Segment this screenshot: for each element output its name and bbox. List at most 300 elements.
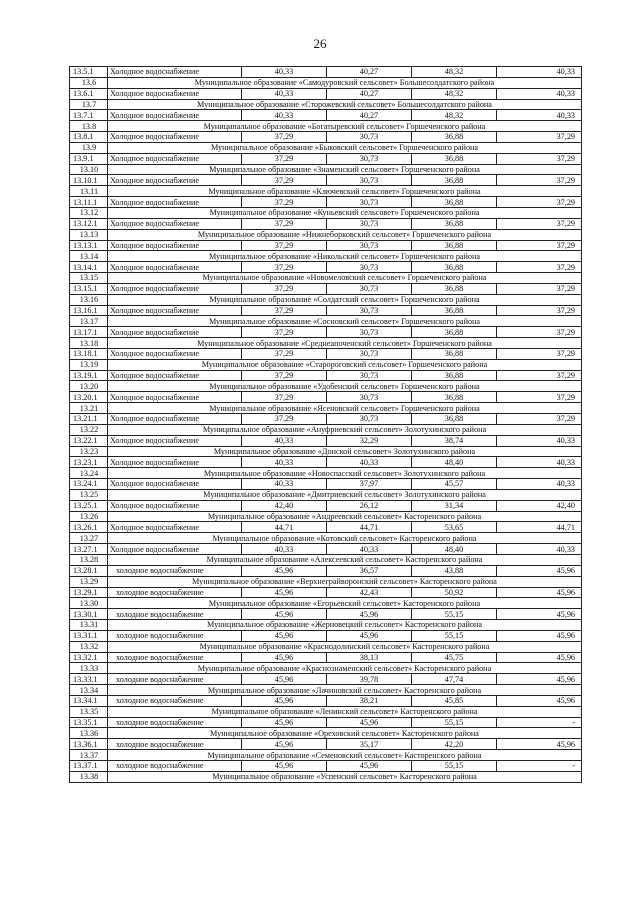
row-code: 13.30.1 — [70, 609, 108, 620]
tariff-table — [69, 66, 582, 783]
service-row — [70, 348, 582, 359]
tariff-value-2: 30,73 — [327, 197, 412, 208]
municipality-header-row — [70, 381, 582, 392]
service-name: Холодное водоснабжение — [108, 88, 242, 99]
tariff-value-1: 40,33 — [242, 544, 327, 555]
row-code: 13.18.1 — [70, 348, 108, 359]
tariff-value-2: 30,73 — [327, 327, 412, 338]
row-code: 13.8.1 — [70, 132, 108, 143]
tariff-value-1: 37,29 — [242, 262, 327, 273]
row-code: 13.30 — [70, 598, 108, 609]
tariff-value-1: 37,29 — [242, 283, 327, 294]
municipality-title: Муниципальное образование «Дмитриевский сельсовет» Золотухинского района — [108, 489, 582, 500]
tariff-value-4: 42,40 — [497, 500, 582, 511]
municipality-title: Муниципальное образование «Среднеапоченский сельсовет» Горшеченского района — [108, 338, 582, 349]
tariff-value-4: 40,33 — [497, 435, 582, 446]
tariff-value-2: 35,17 — [327, 739, 412, 750]
row-code: 13.20 — [70, 381, 108, 392]
municipality-title: Муниципальное образование «Удобенский сельсовет» Горшеченского района — [108, 381, 582, 392]
tariff-value-1: 45,96 — [242, 761, 327, 772]
row-code: 13.11.1 — [70, 197, 108, 208]
municipality-title: Муниципальное образование «Ореховский сельсовет» Касторенского района — [108, 728, 582, 739]
municipality-title: Муниципальное образование «Сосновский сельсовет» Горшеченского района — [108, 316, 582, 327]
tariff-value-3: 36,88 — [412, 370, 497, 381]
service-name: Холодное водоснабжение — [108, 197, 242, 208]
tariff-value-3: 36,88 — [412, 240, 497, 251]
tariff-value-1: 37,29 — [242, 348, 327, 359]
row-code: 13.12 — [70, 207, 108, 218]
service-row — [70, 392, 582, 403]
tariff-value-1: 45,96 — [242, 739, 327, 750]
tariff-value-2: 42,43 — [327, 587, 412, 598]
tariff-value-1: 45,96 — [242, 717, 327, 728]
tariff-value-1: 40,33 — [242, 457, 327, 468]
row-code: 13.24.1 — [70, 479, 108, 490]
tariff-value-1: 45,96 — [242, 674, 327, 685]
service-name: Холодное водоснабжение — [108, 544, 242, 555]
service-row — [70, 305, 582, 316]
municipality-title: Муниципальное образование «Самодуровский сельсовет» Большесолдатского района — [108, 77, 582, 88]
service-name: Холодное водоснабжение — [108, 327, 242, 338]
row-code: 13.9.1 — [70, 153, 108, 164]
tariff-value-1: 37,29 — [242, 327, 327, 338]
municipality-title: Муниципальное образование «Быковский сельсовет» Горшеченского района — [108, 142, 582, 153]
row-code: 13.23.1 — [70, 457, 108, 468]
row-code: 13.34.1 — [70, 695, 108, 706]
tariff-value-1: 37,29 — [242, 153, 327, 164]
tariff-value-1: 37,29 — [242, 197, 327, 208]
tariff-value-2: 30,73 — [327, 392, 412, 403]
row-code: 13.27.1 — [70, 544, 108, 555]
row-code: 13.13 — [70, 229, 108, 240]
municipality-header-row — [70, 489, 582, 500]
row-code: 13.11 — [70, 186, 108, 197]
row-code: 13.33.1 — [70, 674, 108, 685]
municipality-header-row — [70, 142, 582, 153]
tariff-value-4: - — [497, 761, 582, 772]
row-code: 13.29 — [70, 576, 108, 587]
row-code: 13.23 — [70, 446, 108, 457]
row-code: 13.26.1 — [70, 522, 108, 533]
row-code: 13.28 — [70, 554, 108, 565]
tariff-value-4: 40,33 — [497, 88, 582, 99]
tariff-value-4: 37,29 — [497, 132, 582, 143]
row-code: 13.8 — [70, 121, 108, 132]
tariff-value-1: 37,29 — [242, 132, 327, 143]
tariff-value-4: 37,29 — [497, 197, 582, 208]
row-code: 13.7 — [70, 99, 108, 110]
tariff-value-2: 30,73 — [327, 240, 412, 251]
municipality-title: Муниципальное образование «Ключевский сельсовет» Горшеченского района — [108, 186, 582, 197]
tariff-value-1: 45,96 — [242, 695, 327, 706]
tariff-value-4: 45,96 — [497, 739, 582, 750]
municipality-header-row — [70, 294, 582, 305]
municipality-title: Муниципальное образование «Успенский сельсовет» Касторенского района — [108, 771, 582, 782]
tariff-value-2: 30,73 — [327, 218, 412, 229]
municipality-header-row — [70, 446, 582, 457]
tariff-value-1: 37,29 — [242, 175, 327, 186]
service-row — [70, 717, 582, 728]
service-row — [70, 652, 582, 663]
tariff-value-1: 40,33 — [242, 110, 327, 121]
tariff-value-2: 40,27 — [327, 67, 412, 78]
tariff-value-3: 31,34 — [412, 500, 497, 511]
tariff-value-3: 36,88 — [412, 197, 497, 208]
tariff-value-2: 39,78 — [327, 674, 412, 685]
tariff-value-3: 36,88 — [412, 348, 497, 359]
row-code: 13.22 — [70, 424, 108, 435]
municipality-title: Муниципальное образование «Новомеловский сельсовет» Горшеченского района — [108, 273, 582, 284]
service-row — [70, 240, 582, 251]
service-name: Холодное водоснабжение — [108, 132, 242, 143]
tariff-value-2: 30,73 — [327, 414, 412, 425]
service-row — [70, 435, 582, 446]
service-row — [70, 197, 582, 208]
service-name: холодное водоснабжение — [108, 761, 242, 772]
municipality-header-row — [70, 533, 582, 544]
tariff-value-3: 42,20 — [412, 739, 497, 750]
tariff-value-1: 45,96 — [242, 630, 327, 641]
tariff-value-2: 45,96 — [327, 717, 412, 728]
row-code: 13.17 — [70, 316, 108, 327]
service-name: Холодное водоснабжение — [108, 414, 242, 425]
row-code: 13.15.1 — [70, 283, 108, 294]
tariff-value-3: 48,40 — [412, 457, 497, 468]
municipality-title: Муниципальное образование «Котовский сельсовет» Касторенского района — [108, 533, 582, 544]
row-code: 13.13.1 — [70, 240, 108, 251]
service-row — [70, 110, 582, 121]
tariff-value-1: 37,29 — [242, 305, 327, 316]
tariff-value-3: 36,88 — [412, 153, 497, 164]
municipality-title: Муниципальное образование «Семеновский сельсовет» Касторенского района — [108, 750, 582, 761]
municipality-header-row — [70, 424, 582, 435]
tariff-value-3: 55,15 — [412, 630, 497, 641]
tariff-value-1: 44,71 — [242, 522, 327, 533]
service-row — [70, 522, 582, 533]
service-name: Холодное водоснабжение — [108, 175, 242, 186]
municipality-title: Муниципальное образование «Старороговский сельсовет» Горшеченского района — [108, 359, 582, 370]
service-name: холодное водоснабжение — [108, 609, 242, 620]
municipality-header-row — [70, 359, 582, 370]
municipality-title: Муниципальное образование «Андреевский сельсовет» Касторенского района — [108, 511, 582, 522]
municipality-title: Муниципальное образование «Знаменский сельсовет» Горшеченского района — [108, 164, 582, 175]
tariff-value-4: 37,29 — [497, 392, 582, 403]
tariff-value-4: 37,29 — [497, 240, 582, 251]
tariff-value-3: 48,32 — [412, 88, 497, 99]
municipality-title: Муниципальное образование «Егорьевский сельсовет» Касторенского района — [108, 598, 582, 609]
municipality-header-row — [70, 468, 582, 479]
service-name: холодное водоснабжение — [108, 695, 242, 706]
row-code: 13.16.1 — [70, 305, 108, 316]
tariff-value-1: 40,33 — [242, 479, 327, 490]
tariff-value-2: 30,73 — [327, 262, 412, 273]
page-number: 26 — [313, 36, 327, 51]
municipality-title: Муниципальное образование «Лачиновский сельсовет» Касторенского района — [108, 685, 582, 696]
tariff-value-4: 45,96 — [497, 609, 582, 620]
tariff-value-1: 45,96 — [242, 652, 327, 663]
row-code: 13.17.1 — [70, 327, 108, 338]
tariff-value-1: 37,29 — [242, 392, 327, 403]
row-code: 13.7.1 — [70, 110, 108, 121]
tariff-value-4: 40,33 — [497, 479, 582, 490]
tariff-value-3: 45,57 — [412, 479, 497, 490]
row-code: 13.21 — [70, 403, 108, 414]
row-code: 13.10.1 — [70, 175, 108, 186]
service-name: Холодное водоснабжение — [108, 305, 242, 316]
row-code: 13.27 — [70, 533, 108, 544]
service-row — [70, 674, 582, 685]
service-row — [70, 153, 582, 164]
tariff-value-4: 44,71 — [497, 522, 582, 533]
service-name: холодное водоснабжение — [108, 630, 242, 641]
row-code: 13.29.1 — [70, 587, 108, 598]
tariff-value-3: 45,85 — [412, 695, 497, 706]
tariff-value-2: 40,33 — [327, 457, 412, 468]
row-code: 13.37 — [70, 750, 108, 761]
tariff-value-4: - — [497, 717, 582, 728]
tariff-value-2: 38,13 — [327, 652, 412, 663]
municipality-title: Муниципальное образование «Краснодолинский сельсовет» Касторенского района — [108, 641, 582, 652]
service-row — [70, 218, 582, 229]
municipality-title: Муниципальное образование «Ленинский сельсовет» Касторенского района — [108, 706, 582, 717]
municipality-header-row — [70, 207, 582, 218]
tariff-value-2: 44,71 — [327, 522, 412, 533]
municipality-title: Муниципальное образование «Донской сельсовет» Золотухинского района — [108, 446, 582, 457]
tariff-value-3: 45,75 — [412, 652, 497, 663]
municipality-header-row — [70, 511, 582, 522]
row-code: 13.32.1 — [70, 652, 108, 663]
tariff-value-2: 40,33 — [327, 544, 412, 555]
tariff-value-3: 36,88 — [412, 414, 497, 425]
tariff-value-3: 50,92 — [412, 587, 497, 598]
service-name: Холодное водоснабжение — [108, 153, 242, 164]
municipality-header-row — [70, 620, 582, 631]
municipality-header-row — [70, 685, 582, 696]
row-code: 13.24 — [70, 468, 108, 479]
tariff-value-1: 40,33 — [242, 435, 327, 446]
tariff-value-4: 40,33 — [497, 544, 582, 555]
service-name: Холодное водоснабжение — [108, 479, 242, 490]
service-row — [70, 67, 582, 78]
municipality-title: Муниципальное образование «Верхнеграйворонский сельсовет» Касторенского района — [108, 576, 582, 587]
tariff-value-4: 45,96 — [497, 652, 582, 663]
service-name: холодное водоснабжение — [108, 674, 242, 685]
municipality-header-row — [70, 641, 582, 652]
tariff-value-2: 30,73 — [327, 153, 412, 164]
municipality-header-row — [70, 750, 582, 761]
service-name: Холодное водоснабжение — [108, 435, 242, 446]
service-name: Холодное водоснабжение — [108, 392, 242, 403]
service-row — [70, 609, 582, 620]
service-row — [70, 479, 582, 490]
municipality-header-row — [70, 77, 582, 88]
row-code: 13.18 — [70, 338, 108, 349]
municipality-header-row — [70, 728, 582, 739]
tariff-value-4: 37,29 — [497, 348, 582, 359]
tariff-value-3: 48,32 — [412, 110, 497, 121]
row-code: 13.25.1 — [70, 500, 108, 511]
tariff-value-3: 53,65 — [412, 522, 497, 533]
municipality-header-row — [70, 706, 582, 717]
tariff-value-4: 37,29 — [497, 327, 582, 338]
tariff-value-3: 36,88 — [412, 327, 497, 338]
tariff-value-3: 36,88 — [412, 175, 497, 186]
row-code: 13.6.1 — [70, 88, 108, 99]
row-code: 13.36 — [70, 728, 108, 739]
municipality-header-row — [70, 164, 582, 175]
row-code: 13.33 — [70, 663, 108, 674]
municipality-header-row — [70, 663, 582, 674]
municipality-header-row — [70, 771, 582, 782]
service-name: Холодное водоснабжение — [108, 67, 242, 78]
tariff-value-4: 40,33 — [497, 457, 582, 468]
tariff-value-2: 26,12 — [327, 500, 412, 511]
tariff-value-2: 37,97 — [327, 479, 412, 490]
service-row — [70, 132, 582, 143]
tariff-value-2: 45,96 — [327, 609, 412, 620]
municipality-header-row — [70, 338, 582, 349]
municipality-title: Муниципальное образование «Жерновецкий сельсовет» Касторенского района — [108, 620, 582, 631]
tariff-value-1: 40,33 — [242, 67, 327, 78]
row-code: 13.14 — [70, 251, 108, 262]
tariff-value-3: 55,15 — [412, 761, 497, 772]
tariff-value-2: 30,73 — [327, 305, 412, 316]
tariff-value-2: 40,27 — [327, 88, 412, 99]
row-code: 13.5.1 — [70, 67, 108, 78]
service-row — [70, 457, 582, 468]
municipality-title: Муниципальное образование «Богатыревский сельсовет» Горшеченского района — [108, 121, 582, 132]
row-code: 13.16 — [70, 294, 108, 305]
tariff-value-2: 45,96 — [327, 761, 412, 772]
tariff-value-2: 36,57 — [327, 565, 412, 576]
municipality-header-row — [70, 229, 582, 240]
row-code: 13.35.1 — [70, 717, 108, 728]
tariff-value-1: 42,40 — [242, 500, 327, 511]
municipality-title: Муниципальное образование «Нижнеборковский сельсовет» Горшеченского района — [108, 229, 582, 240]
tariff-value-1: 37,29 — [242, 218, 327, 229]
municipality-title: Муниципальное образование «Сторожевский сельсовет» Большесолдатского района — [108, 99, 582, 110]
municipality-title: Муниципальное образование «Новоспасский сельсовет» Золотухинского района — [108, 468, 582, 479]
municipality-header-row — [70, 121, 582, 132]
municipality-title: Муниципальное образование «Никольский сельсовет» Горшеченского района — [108, 251, 582, 262]
tariff-value-4: 37,29 — [497, 153, 582, 164]
row-code: 13.22.1 — [70, 435, 108, 446]
service-name: Холодное водоснабжение — [108, 110, 242, 121]
tariff-value-4: 45,96 — [497, 630, 582, 641]
tariff-value-3: 38,74 — [412, 435, 497, 446]
tariff-value-4: 45,96 — [497, 565, 582, 576]
tariff-value-4: 45,96 — [497, 587, 582, 598]
service-row — [70, 283, 582, 294]
service-name: холодное водоснабжение — [108, 565, 242, 576]
tariff-value-3: 55,15 — [412, 717, 497, 728]
tariff-value-4: 37,29 — [497, 283, 582, 294]
service-name: Холодное водоснабжение — [108, 240, 242, 251]
row-code: 13.10 — [70, 164, 108, 175]
tariff-value-1: 45,96 — [242, 609, 327, 620]
tariff-value-3: 36,88 — [412, 283, 497, 294]
service-row — [70, 544, 582, 555]
row-code: 13.35 — [70, 706, 108, 717]
tariff-value-1: 40,33 — [242, 88, 327, 99]
row-code: 13.19 — [70, 359, 108, 370]
tariff-value-2: 38,21 — [327, 695, 412, 706]
service-row — [70, 327, 582, 338]
service-name: холодное водоснабжение — [108, 652, 242, 663]
municipality-header-row — [70, 403, 582, 414]
tariff-value-4: 37,29 — [497, 262, 582, 273]
municipality-header-row — [70, 598, 582, 609]
tariff-value-3: 48,40 — [412, 544, 497, 555]
row-code: 13.26 — [70, 511, 108, 522]
municipality-header-row — [70, 273, 582, 284]
municipality-title: Муниципальное образование «Солдатский сельсовет» Горшеченского района — [108, 294, 582, 305]
service-row — [70, 500, 582, 511]
municipality-header-row — [70, 316, 582, 327]
service-name: холодное водоснабжение — [108, 739, 242, 750]
tariff-value-3: 36,88 — [412, 262, 497, 273]
service-row — [70, 761, 582, 772]
row-code: 13.15 — [70, 273, 108, 284]
tariff-value-3: 43,88 — [412, 565, 497, 576]
row-code: 13.34 — [70, 685, 108, 696]
municipality-header-row — [70, 99, 582, 110]
tariff-value-1: 37,29 — [242, 240, 327, 251]
row-code: 13.14.1 — [70, 262, 108, 273]
row-code: 13.28.1 — [70, 565, 108, 576]
tariff-value-3: 36,88 — [412, 305, 497, 316]
tariff-value-2: 30,73 — [327, 283, 412, 294]
tariff-value-3: 47,74 — [412, 674, 497, 685]
row-code: 13.9 — [70, 142, 108, 153]
row-code: 13.19.1 — [70, 370, 108, 381]
tariff-value-2: 32,29 — [327, 435, 412, 446]
row-code: 13.25 — [70, 489, 108, 500]
service-name: Холодное водоснабжение — [108, 457, 242, 468]
tariff-value-4: 37,29 — [497, 175, 582, 186]
municipality-title: Муниципальное образование «Ясеновский сельсовет» Горшеченского района — [108, 403, 582, 414]
tariff-value-4: 45,96 — [497, 674, 582, 685]
municipality-header-row — [70, 576, 582, 587]
tariff-value-3: 55,15 — [412, 609, 497, 620]
service-name: Холодное водоснабжение — [108, 262, 242, 273]
row-code: 13.31.1 — [70, 630, 108, 641]
row-code: 13.6 — [70, 77, 108, 88]
service-name: Холодное водоснабжение — [108, 522, 242, 533]
row-code: 13.21.1 — [70, 414, 108, 425]
municipality-header-row — [70, 251, 582, 262]
municipality-title: Муниципальное образование «Куньевский сельсовет» Горшеченского района — [108, 207, 582, 218]
municipality-header-row — [70, 554, 582, 565]
tariff-value-4: 37,29 — [497, 414, 582, 425]
service-name: Холодное водоснабжение — [108, 500, 242, 511]
tariff-value-2: 30,73 — [327, 370, 412, 381]
service-row — [70, 414, 582, 425]
service-row — [70, 630, 582, 641]
tariff-value-4: 40,33 — [497, 110, 582, 121]
service-name: Холодное водоснабжение — [108, 218, 242, 229]
tariff-value-3: 48,32 — [412, 67, 497, 78]
tariff-value-1: 37,29 — [242, 370, 327, 381]
service-row — [70, 88, 582, 99]
tariff-value-1: 37,29 — [242, 414, 327, 425]
tariff-value-4: 40,33 — [497, 67, 582, 78]
row-code: 13.37.1 — [70, 761, 108, 772]
service-name: холодное водоснабжение — [108, 587, 242, 598]
municipality-title: Муниципальное образование «Краснознаменский сельсовет» Касторенского района — [108, 663, 582, 674]
row-code: 13.31 — [70, 620, 108, 631]
row-code: 13.36.1 — [70, 739, 108, 750]
